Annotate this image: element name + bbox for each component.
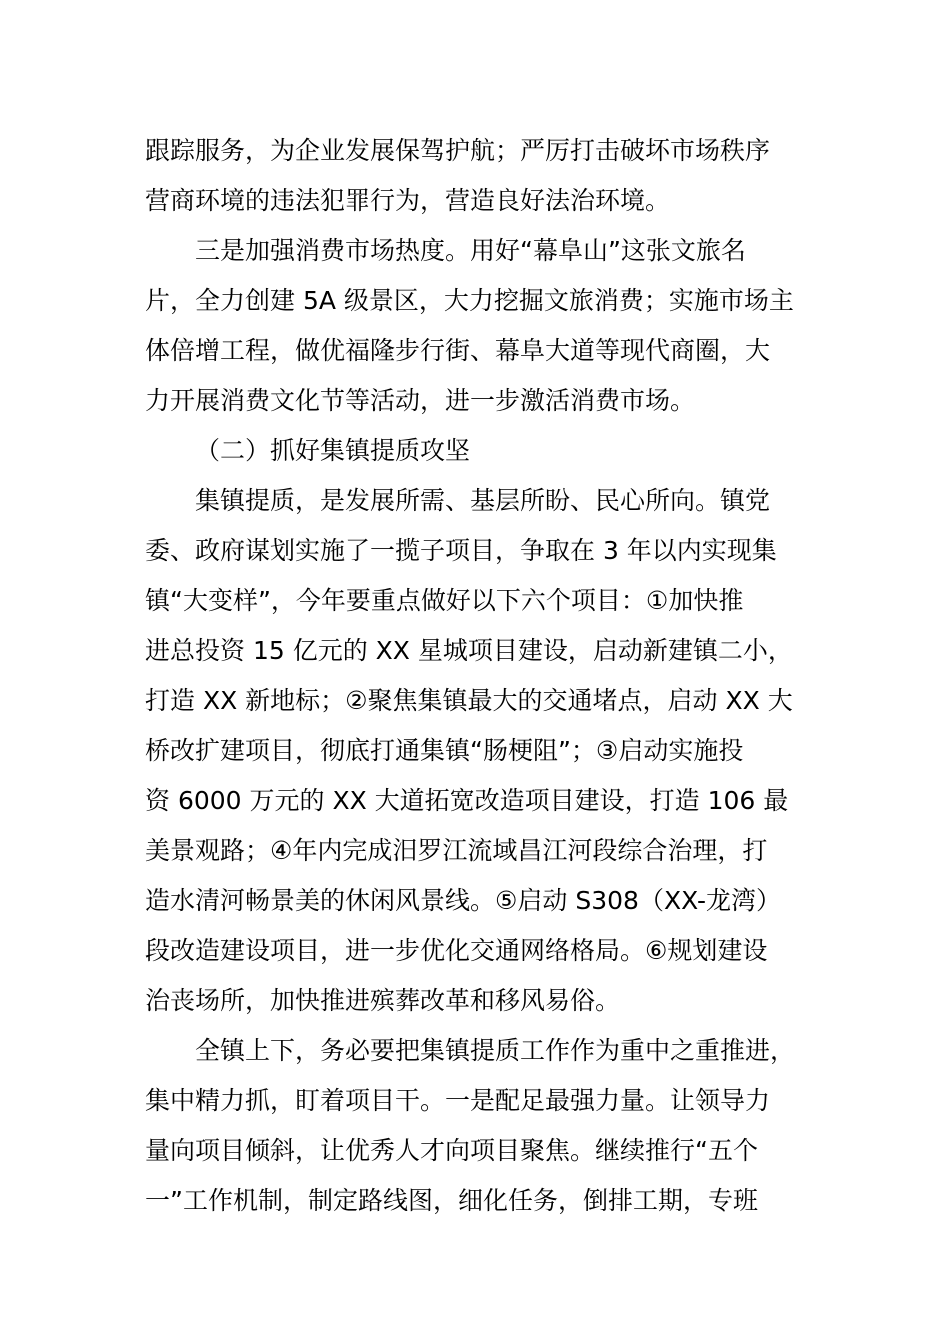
text-line: 进总投资 15 亿元的 XX 星城项目建设，启动新建镇二小，: [145, 636, 793, 665]
paragraph-start-line: 三是加强消费市场热度。用好“幕阜山”这张文旅名: [195, 236, 746, 265]
text-line: 造水清河畅景美的休闲风景线。⑤启动 S308（XX-龙湾）: [145, 886, 781, 915]
text-line: 段改造建设项目，进一步优化交通网络格局。⑥规划建设: [145, 936, 768, 965]
text-line: 资 6000 万元的 XX 大道拓宽改造项目建设，打造 106 最: [145, 786, 789, 815]
text-line: 委、政府谋划实施了一揽子项目，争取在 3 年以内实现集: [145, 536, 777, 565]
text-line: 体倍增工程，做优福隆步行街、幕阜大道等现代商圈，大: [145, 336, 771, 365]
text-line: 营商环境的违法犯罪行为，营造良好法治环境。: [145, 186, 671, 215]
text-line: 治丧场所，加快推进殡葬改革和移风易俗。: [145, 986, 621, 1015]
text-line: 集中精力抓，盯着项目干。一是配足最强力量。让领导力: [145, 1086, 771, 1115]
text-line: 一”工作机制，制定路线图，细化任务，倒排工期，专班: [145, 1186, 758, 1215]
paragraph-start-line: 全镇上下，务必要把集镇提质工作作为重中之重推进，: [195, 1036, 796, 1065]
paragraph-start-line: 集镇提质，是发展所需、基层所盼、民心所向。镇党: [195, 486, 771, 515]
text-line: 力开展消费文化节等活动，进一步激活消费市场。: [145, 386, 696, 415]
text-line: 桥改扩建项目，彻底打通集镇“肠梗阻”；③启动实施投: [145, 736, 744, 765]
text-line: 镇“大变样”，今年要重点做好以下六个项目：①加快推: [145, 586, 744, 615]
text-line: 跟踪服务，为企业发展保驾护航；严厉打击破坏市场秩序: [145, 136, 771, 165]
text-line: 美景观路；④年内完成汨罗江流域昌江河段综合治理，打: [145, 836, 768, 865]
text-line: 打造 XX 新地标；②聚焦集镇最大的交通堵点，启动 XX 大: [145, 686, 793, 715]
section-heading: （二）抓好集镇提质攻坚: [195, 436, 471, 465]
text-line: 量向项目倾斜，让优秀人才向项目聚焦。继续推行“五个: [145, 1136, 758, 1165]
text-line: 片，全力创建 5A 级景区，大力挖掘文旅消费；实施市场主: [145, 286, 794, 315]
